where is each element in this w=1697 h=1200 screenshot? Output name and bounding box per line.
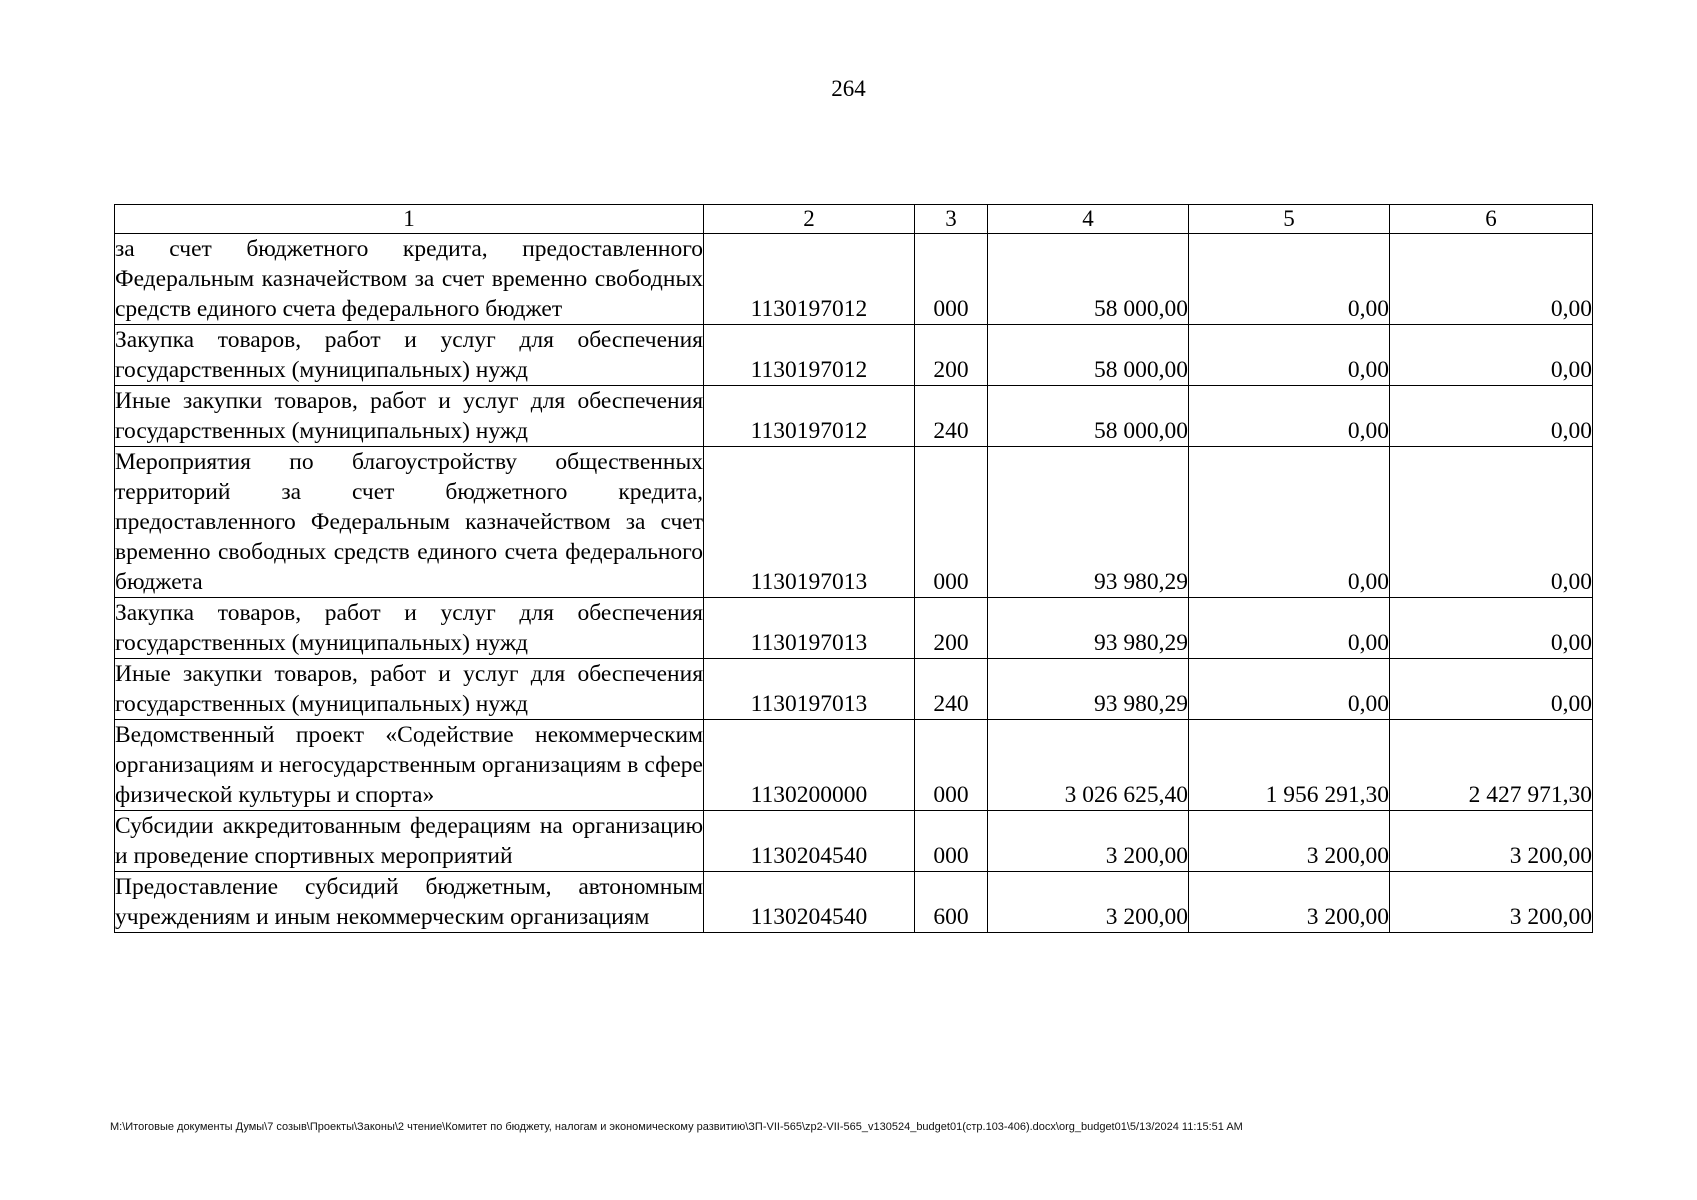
row-name: Закупка товаров, работ и услуг для обеспечения государственных (муниципальных) нужд <box>115 327 703 383</box>
expense-type-code: 240 <box>915 386 988 447</box>
amount-col-5: 0,00 <box>1189 325 1390 386</box>
amount-col-6: 0,00 <box>1390 234 1593 325</box>
row-name-cell <box>115 811 704 872</box>
expense-type-code: 000 <box>915 447 988 598</box>
expense-type-code: 000 <box>915 234 988 325</box>
table-row <box>115 872 1593 933</box>
header-col-4: 4 <box>988 205 1189 234</box>
row-name-cell <box>115 872 704 933</box>
amount-col-4: 58 000,00 <box>988 386 1189 447</box>
amount-col-5: 0,00 <box>1189 447 1390 598</box>
row-name: Иные закупки товаров, работ и услуг для обеспечения государственных (муниципальных) нужд <box>115 661 703 717</box>
target-code: 1130197013 <box>704 659 915 720</box>
amount-col-4: 93 980,29 <box>988 598 1189 659</box>
amount-col-5: 0,00 <box>1189 659 1390 720</box>
header-col-5: 5 <box>1189 205 1390 234</box>
amount-col-6: 0,00 <box>1390 386 1593 447</box>
page-number: 264 <box>831 76 866 101</box>
table-row <box>115 234 1593 325</box>
amount-col-6: 0,00 <box>1390 598 1593 659</box>
amount-col-4: 58 000,00 <box>988 325 1189 386</box>
target-code: 1130200000 <box>704 720 915 811</box>
row-name-cell <box>115 325 704 386</box>
amount-col-6: 0,00 <box>1390 325 1593 386</box>
amount-col-5: 3 200,00 <box>1189 872 1390 933</box>
amount-col-5: 3 200,00 <box>1189 811 1390 872</box>
expense-type-code: 000 <box>915 720 988 811</box>
row-name: Мероприятия по благоустройству общественных территорий за счет бюджетного кредита, предоставленного Федеральным казначейством за счет временно свободных средств единого счета федерального бюджета <box>115 449 703 595</box>
amount-col-4: 3 200,00 <box>988 811 1189 872</box>
row-name-cell <box>115 598 704 659</box>
amount-col-5: 1 956 291,30 <box>1189 720 1390 811</box>
document-file-path: M:\Итоговые документы Думы\7 созыв\Проекты\Законы\2 чтение\Комитет по бюджету, налогам и экономическому развитию\ЗП-VII-565\zp2-VII-565_v130524_budget01(стр.103-406).docx\org_budget01\5/13/2024 11:15:51 AM <box>110 1121 1243 1133</box>
table-row <box>115 720 1593 811</box>
expense-type-code: 200 <box>915 325 988 386</box>
table-row <box>115 325 1593 386</box>
table-row <box>115 598 1593 659</box>
amount-col-6: 0,00 <box>1390 447 1593 598</box>
expense-type-code: 240 <box>915 659 988 720</box>
table-row <box>115 811 1593 872</box>
amount-col-4: 3 026 625,40 <box>988 720 1189 811</box>
expense-type-code: 600 <box>915 872 988 933</box>
row-name-cell <box>115 234 704 325</box>
row-name-cell <box>115 386 704 447</box>
target-code: 1130197012 <box>704 234 915 325</box>
target-code: 1130197013 <box>704 447 915 598</box>
amount-col-6: 3 200,00 <box>1390 811 1593 872</box>
amount-col-6: 3 200,00 <box>1390 872 1593 933</box>
row-name-cell <box>115 447 704 598</box>
amount-col-6: 0,00 <box>1390 659 1593 720</box>
header-col-1: 1 <box>115 205 704 234</box>
header-col-2: 2 <box>704 205 915 234</box>
amount-col-6: 2 427 971,30 <box>1390 720 1593 811</box>
row-name: за счет бюджетного кредита, предоставленного Федеральным казначейством за счет временно свободных средств единого счета федерального бюджет <box>115 236 703 322</box>
row-name-cell <box>115 720 704 811</box>
amount-col-5: 0,00 <box>1189 598 1390 659</box>
amount-col-5: 0,00 <box>1189 386 1390 447</box>
table-row <box>115 659 1593 720</box>
row-name: Предоставление субсидий бюджетным, автономным учреждениям и иным некоммерческим организациям <box>115 874 703 930</box>
target-code: 1130197012 <box>704 386 915 447</box>
amount-col-4: 58 000,00 <box>988 234 1189 325</box>
row-name: Иные закупки товаров, работ и услуг для обеспечения государственных (муниципальных) нужд <box>115 388 703 444</box>
row-name-cell <box>115 659 704 720</box>
row-name: Ведомственный проект «Содействие некоммерческим организациям и негосударственным организациям в сфере физической культуры и спорта» <box>115 722 703 808</box>
row-name: Субсидии аккредитованным федерациям на организацию и проведение спортивных мероприятий <box>115 813 703 869</box>
expense-type-code: 200 <box>915 598 988 659</box>
header-row <box>115 205 1593 234</box>
target-code: 1130204540 <box>704 811 915 872</box>
row-name: Закупка товаров, работ и услуг для обеспечения государственных (муниципальных) нужд <box>115 600 703 656</box>
table-row <box>115 447 1593 598</box>
budget-table <box>114 204 1593 933</box>
header-col-3: 3 <box>915 205 988 234</box>
table-row <box>115 386 1593 447</box>
amount-col-4: 93 980,29 <box>988 659 1189 720</box>
amount-col-4: 3 200,00 <box>988 872 1189 933</box>
amount-col-5: 0,00 <box>1189 234 1390 325</box>
target-code: 1130197013 <box>704 598 915 659</box>
amount-col-4: 93 980,29 <box>988 447 1189 598</box>
target-code: 1130204540 <box>704 872 915 933</box>
target-code: 1130197012 <box>704 325 915 386</box>
header-col-6: 6 <box>1390 205 1593 234</box>
expense-type-code: 000 <box>915 811 988 872</box>
